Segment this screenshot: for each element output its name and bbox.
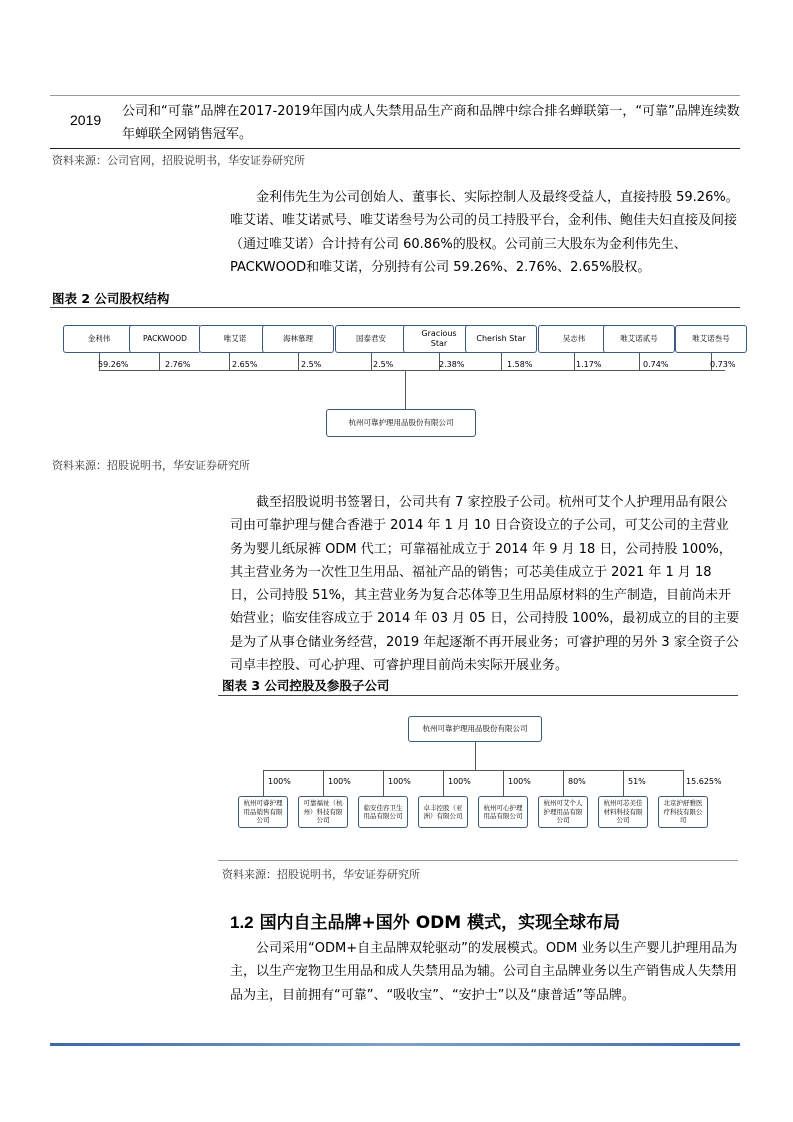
- subsidiary-percent: 51%: [628, 777, 646, 786]
- shareholding-percent: 2.38%: [439, 360, 465, 369]
- shareholder-box: PACKWOOD: [129, 325, 201, 353]
- shareholder-box: 海林慕理: [262, 325, 334, 353]
- subsidiary-percent: 80%: [568, 777, 586, 786]
- connector: [405, 370, 406, 410]
- connector: [683, 770, 684, 796]
- section-number: 1.2: [230, 913, 254, 932]
- shareholding-percent: 1.58%: [507, 360, 533, 369]
- milestone-text: 公司和“可靠”品牌在2017-2019年国内成人失禁用品生产商和品牌中综合排名蝉联第一，“可靠”品牌连续数年蝉联全网销售冠军。: [122, 104, 740, 142]
- connector: [263, 770, 683, 771]
- shareholding-percent: 59.26%: [98, 360, 129, 369]
- shareholding-percent: 0.74%: [643, 360, 669, 369]
- subsidiary-chart: [218, 700, 738, 850]
- connector: [159, 353, 160, 370]
- figure-3-bottom-rule: [218, 860, 738, 861]
- source-note-1: 资料来源：公司官网，招股说明书，华安证券研究所: [52, 154, 305, 167]
- table-top-rule: [50, 95, 740, 96]
- connector: [501, 353, 502, 370]
- source-note-2: 资料来源：招股说明书，华安证券研究所: [52, 459, 250, 472]
- figure-3-rule: [218, 695, 738, 696]
- subsidiary-box: 杭州可艾个人护理用品有限公司: [538, 796, 588, 828]
- figure-2-rule: [50, 307, 740, 308]
- subsidiary-box: 杭州可心护理用品有限公司: [478, 796, 528, 828]
- shareholding-chart: [50, 310, 750, 450]
- shareholder-box: 唯艾诺叁号: [675, 325, 747, 353]
- connector: [563, 770, 564, 796]
- subsidiary-percent: 100%: [508, 777, 531, 786]
- source-note-3: 资料来源：招股说明书，华安证券研究所: [222, 868, 420, 881]
- shareholding-percent: 0.73%: [710, 360, 736, 369]
- subsidiary-percent: 15.625%: [686, 777, 722, 786]
- subsidiary-percent: 100%: [268, 777, 291, 786]
- subsidiary-box: 杭州可睿护理用品销售有限公司: [238, 796, 288, 828]
- shareholder-box: 金利伟: [63, 325, 135, 353]
- subsidiary-box: 杭州可芯美佳材料科技有限公司: [598, 796, 648, 828]
- shareholding-percent: 2.5%: [301, 360, 322, 369]
- paragraph-shareholders: 金利伟先生为公司创始人、董事长、实际控制人及最终受益人，直接持股 59.26%。唯艾诺、唯艾诺贰号、唯艾诺叁号为公司的员工持股平台，金利伟、鲍佳夫妇直接及间接（通过唯艾诺）合计持有公司 60.86%的股权。公司前三大股东为金利伟先生、PACKWOOD和唯艾诺，分别持有公司 59.26%、2.76%、2.65%股权。: [230, 190, 739, 275]
- connector: [298, 353, 299, 370]
- subsidiary-percent: 100%: [388, 777, 411, 786]
- table-bottom-rule: [50, 148, 740, 149]
- shareholder-box: 吴志伟: [538, 325, 610, 353]
- shareholding-percent: 2.5%: [373, 360, 394, 369]
- shareholder-box: Gracious Star: [403, 325, 475, 353]
- connector: [475, 742, 476, 770]
- company-box: 杭州可靠护理用品股份有限公司: [326, 409, 476, 437]
- footer-bar: [50, 1043, 740, 1046]
- connector: [371, 353, 372, 370]
- shareholder-box: Cherish Star: [465, 325, 537, 353]
- connector: [383, 770, 384, 796]
- connector: [323, 770, 324, 796]
- shareholder-box: 国泰君安: [335, 325, 407, 353]
- subsidiary-box: 北京护舒雅医疗科技有限公司: [658, 796, 708, 828]
- connector: [229, 353, 230, 370]
- connector: [639, 353, 640, 370]
- connector: [623, 770, 624, 796]
- connector: [443, 770, 444, 796]
- connector: [574, 353, 575, 370]
- section-heading: [230, 908, 620, 933]
- connector: [263, 770, 264, 796]
- subsidiary-box: 卓丰控股（亚洲）有限公司: [418, 796, 468, 828]
- shareholder-box: 唯艾诺: [199, 325, 271, 353]
- subsidiary-box: 临安佳容卫生用品有限公司: [358, 796, 408, 828]
- paragraph-subsidiaries: 截至招股说明书签署日，公司共有 7 家控股子公司。杭州可艾个人护理用品有限公司由可靠护理与健合香港于 2014 年 1 月 10 日合资设立的子公司，可艾公司的主营业务为婴儿纸尿裤 ODM 代工；可靠福祉成立于 2014 年 9 月 18 日，公司持股 100%，其主营业务为一次性卫生用品、福祉产品的销售；可芯美佳成立于 2021 年 1 月 18 日，公司持股 51%，其主营业务为复合芯体等卫生用品原材料的生产制造，目前尚未开始营业；临安佳容成立于 2014 年 03 月 05 日，公司持股 100%，最初成立的目的主要是为了从事仓储业务经营，2019 年起逐渐不再开展业务；可睿护理的另外 3 家全资子公司卓丰控股、可心护理、可睿护理目前尚未实际开展业务。: [230, 495, 740, 674]
- shareholding-percent: 1.17%: [576, 360, 602, 369]
- figure-3-title: 图表 3 公司控股及参股子公司: [222, 678, 390, 693]
- milestone-year: 2019: [70, 112, 102, 128]
- figure-2-title: 图表 2 公司股权结构: [52, 291, 170, 306]
- connector: [99, 370, 725, 371]
- paragraph-business-model: 公司采用“ODM+自主品牌双轮驱动”的发展模式。ODM 业务以生产婴儿护理用品为主，以生产宠物卫生用品和成人失禁用品为辅。公司自主品牌业务以生产销售成人失禁用品为主，目前拥有“可靠”、“吸收宝”、“安护士”以及“康普适”等品牌。: [230, 941, 738, 1003]
- shareholder-box: 唯艾诺贰号: [603, 325, 675, 353]
- shareholding-percent: 2.65%: [232, 360, 258, 369]
- subsidiary-percent: 100%: [448, 777, 471, 786]
- subsidiary-percent: 100%: [328, 777, 351, 786]
- subsidiary-box: 可靠福祉（杭州）科技有限公司: [298, 796, 348, 828]
- parent-box: 杭州可靠护理用品股份有限公司: [408, 716, 542, 742]
- section-title: 国内自主品牌+国外 ODM 模式，实现全球布局: [259, 913, 621, 933]
- shareholding-percent: 2.76%: [165, 360, 191, 369]
- connector: [503, 770, 504, 796]
